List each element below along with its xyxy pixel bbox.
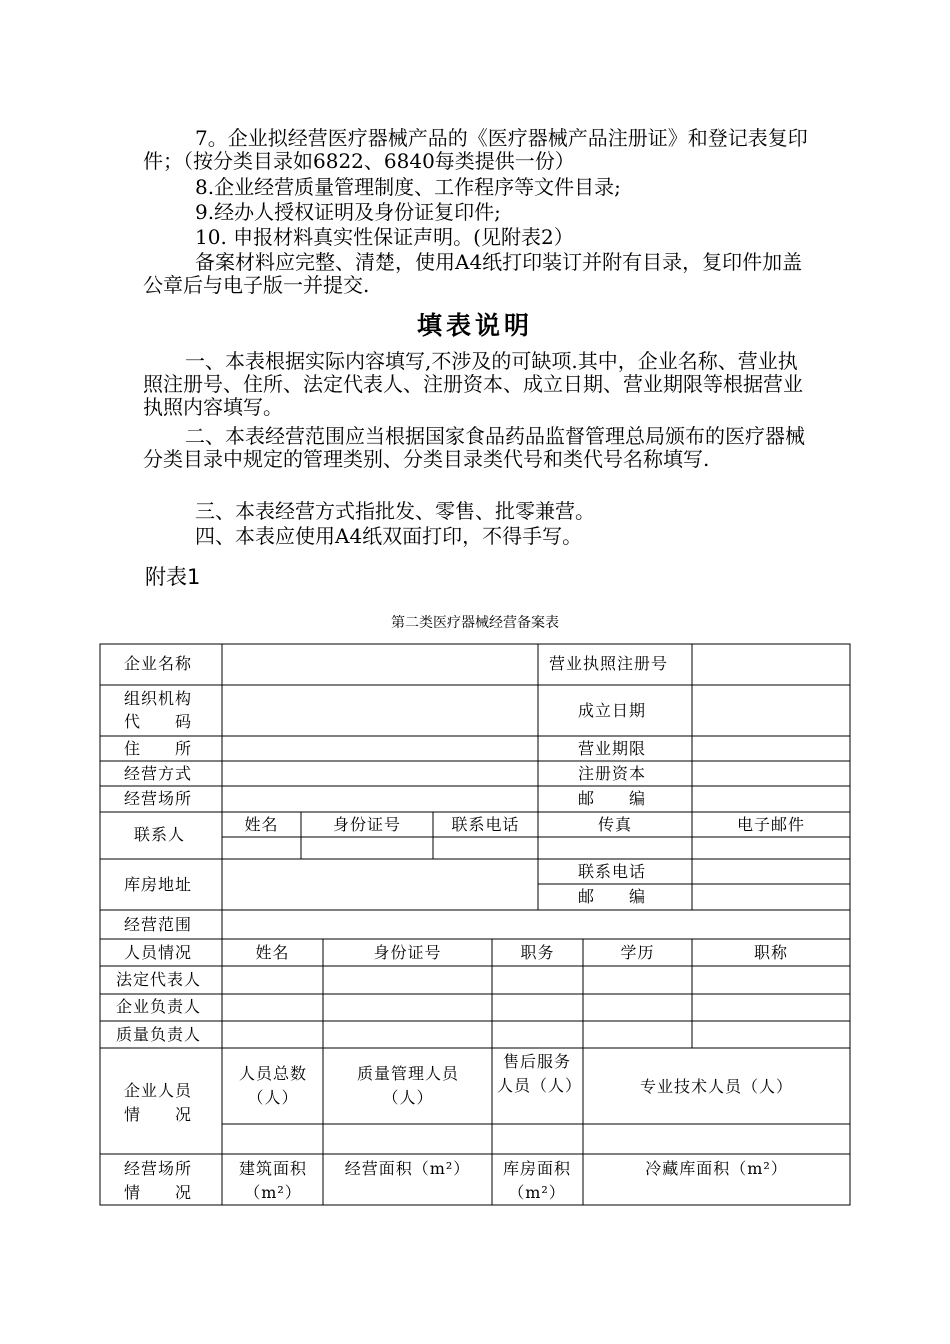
instruction-4: 四、本表应使用A4纸双面打印，不得手写。 <box>195 524 583 548</box>
label-quality-head: 质量负责人 <box>116 1025 202 1044</box>
col-quality-staff: 质量管理人员（人） <box>356 1064 459 1107</box>
label-warehouse-postcode: 邮 编 <box>578 887 647 906</box>
col-after-sales: 售后服务人员（人） <box>497 1052 583 1095</box>
label-residence: 住 所 <box>124 739 193 758</box>
item-10: 10. 申报材料真实性保证声明。(见附表2） <box>195 225 574 249</box>
label-established: 成立日期 <box>578 701 647 720</box>
col-staff-name: 姓名 <box>255 943 290 962</box>
label-staff: 人员情况 <box>124 943 193 962</box>
col-contact-fax: 传真 <box>597 815 632 834</box>
col-contact-name: 姓名 <box>244 815 279 834</box>
item-7: 7。企业拟经营医疗器械产品的《医疗器械产品注册证》和登记表复印件；（按分类目录如6822、6840每类提供一份） <box>143 126 808 173</box>
label-license-no: 营业执照注册号 <box>549 654 669 673</box>
label-site: 经营场所 <box>124 1159 193 1178</box>
label-legal-rep: 法定代表人 <box>116 970 202 989</box>
label-premises: 经营场所 <box>124 789 193 808</box>
col-tech-staff: 专业技术人员（人） <box>639 1077 793 1096</box>
label-postcode: 邮 编 <box>578 789 647 808</box>
label-term: 营业期限 <box>578 739 647 758</box>
label-personnel-line2: 情 况 <box>124 1105 193 1124</box>
label-personnel: 企业人员 <box>124 1081 193 1100</box>
col-staff-title: 职称 <box>753 943 788 962</box>
label-org-code-line2: 代 码 <box>124 712 193 731</box>
col-staff-position: 职务 <box>520 943 555 962</box>
label-scope: 经营范围 <box>124 915 193 934</box>
label-business-mode: 经营方式 <box>124 764 193 783</box>
label-capital: 注册资本 <box>578 764 647 783</box>
col-contact-phone: 联系电话 <box>451 815 520 834</box>
label-org-code: 组织机构 <box>124 689 193 708</box>
col-contact-id: 身份证号 <box>332 815 401 834</box>
item-9: 9.经办人授权证明及身份证复印件; <box>195 200 501 224</box>
item-8: 8.企业经营质量管理制度、工作程序等文件目录; <box>195 175 621 199</box>
col-warehouse-area: 库房面积（m²） <box>502 1159 571 1202</box>
col-operating-area: 经营面积（m²） <box>344 1159 471 1178</box>
form-title: 第二类医疗器械经营备案表 <box>391 615 559 631</box>
instruction-1: 一、本表根据实际内容填写,不涉及的可缺项.其中，企业名称、营业执照注册号、住所、法定代表人、注册资本、成立日期、营业期限等根据营业执照内容填写。 <box>143 349 803 419</box>
annex-label: 附表1 <box>145 565 201 589</box>
col-total-staff: 人员总数（人） <box>238 1064 307 1107</box>
col-staff-id: 身份证号 <box>373 943 442 962</box>
col-building-area: 建筑面积（m²） <box>238 1159 307 1202</box>
submission-note: 备案材料应完整、清楚，使用A4纸打印装订并附有目录，复印件加盖公章后与电子版一并提交. <box>143 250 803 297</box>
col-contact-email: 电子邮件 <box>736 815 805 834</box>
label-company-name: 企业名称 <box>124 654 193 673</box>
label-contact: 联系人 <box>134 825 186 844</box>
col-staff-education: 学历 <box>620 943 655 962</box>
instruction-3: 三、本表经营方式指批发、零售、批零兼营。 <box>195 499 595 523</box>
col-cold-area: 冷藏库面积（m²） <box>645 1159 788 1178</box>
label-warehouse-phone: 联系电话 <box>578 862 647 881</box>
label-enterprise-head: 企业负责人 <box>116 997 202 1016</box>
instruction-2: 二、本表经营范围应当根据国家食品药品监督管理总局颁布的医疗器械分类目录中规定的管理类别、分类目录类代号和类代号名称填写. <box>143 424 805 471</box>
label-warehouse: 库房地址 <box>124 875 193 894</box>
instructions-title: 填表说明 <box>416 311 533 340</box>
label-site-line2: 情 况 <box>124 1183 193 1202</box>
